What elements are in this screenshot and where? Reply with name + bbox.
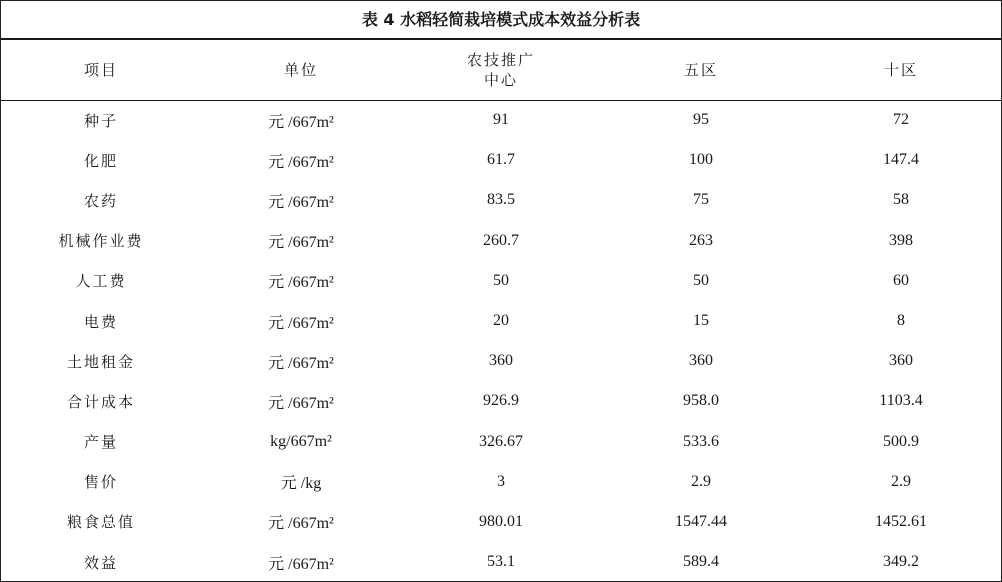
table-row [1, 381, 1001, 421]
header-row [1, 40, 1001, 100]
header-center-line1: 农技推广 [466, 51, 535, 69]
row-district10-value: 72 [893, 111, 909, 129]
row-district5-value: 589.4 [683, 553, 719, 571]
row-district10-value: 1103.4 [879, 392, 923, 410]
row-district10-value: 147.4 [883, 151, 919, 169]
row-center-value: 91 [493, 111, 509, 129]
row-unit-cell: 元 /667m² [268, 354, 334, 372]
table-row [1, 221, 1001, 261]
row-item-cell: 土地租金 [66, 352, 135, 371]
table-row [1, 462, 1001, 502]
row-district10-value: 360 [889, 352, 913, 370]
row-district5-value: 2.9 [691, 472, 711, 490]
header-unit: 单位 [283, 61, 318, 79]
table-row [1, 542, 1001, 582]
row-item-cell: 粮食总值 [66, 513, 135, 532]
row-unit-cell: 元 /667m² [268, 515, 334, 533]
row-district10-value: 2.9 [891, 472, 911, 490]
row-district10-value: 60 [893, 271, 909, 289]
row-item-cell: 产量 [83, 433, 118, 452]
row-center-value: 50 [493, 271, 509, 289]
row-district5-value: 958.0 [683, 392, 719, 410]
cost-benefit-table [1, 40, 1001, 582]
row-item-cell: 机械作业费 [58, 232, 144, 251]
row-center-value: 360 [489, 352, 513, 370]
row-district5-value: 75 [693, 191, 709, 209]
row-unit-cell: kg/667m² [270, 432, 332, 450]
row-center-value: 260.7 [483, 231, 519, 249]
table-row [1, 301, 1001, 341]
row-district10-value: 500.9 [883, 432, 919, 450]
table-row [1, 140, 1001, 180]
row-unit-cell: 元 /667m² [268, 193, 334, 211]
table-row [1, 502, 1001, 542]
row-unit-cell: 元 /667m² [268, 153, 334, 171]
row-district10-value: 58 [893, 191, 909, 209]
row-item-cell: 人工费 [75, 272, 127, 291]
row-center-value: 53.1 [487, 553, 515, 571]
row-unit-cell: 元 /667m² [268, 274, 334, 292]
row-district5-value: 360 [689, 352, 713, 370]
row-item-cell: 合计成本 [66, 392, 135, 411]
row-center-value: 980.01 [479, 512, 523, 530]
row-center-value: 326.67 [479, 432, 523, 450]
header-center [401, 40, 601, 100]
row-center-value: 83.5 [487, 191, 515, 209]
row-district5-value: 263 [689, 231, 713, 249]
row-unit-cell: 元 /667m² [268, 394, 334, 412]
row-district10-value: 349.2 [883, 553, 919, 571]
row-center-value: 3 [497, 472, 505, 490]
row-unit-cell: 元 /667m² [268, 113, 334, 131]
row-district5-value: 50 [693, 271, 709, 289]
row-unit-cell: 元 /667m² [268, 314, 334, 332]
row-district10-value: 1452.61 [875, 512, 927, 530]
row-item-cell: 农药 [83, 191, 118, 210]
row-district5-value: 533.6 [683, 432, 719, 450]
row-unit-cell: 元 /667m² [268, 234, 334, 252]
table-row [1, 180, 1001, 220]
header-center-line2: 中心 [483, 71, 518, 89]
table-caption: 表 4 水稻轻简栽培模式成本效益分析表 [361, 10, 641, 29]
table-row [1, 341, 1001, 381]
table-body [1, 100, 1001, 582]
row-item-cell: 效益 [83, 553, 118, 572]
row-item-cell: 售价 [83, 473, 118, 492]
row-unit-cell: 元 /kg [280, 475, 322, 493]
row-center-value: 20 [493, 312, 509, 330]
row-district10-value: 398 [889, 231, 913, 249]
header-district10: 十区 [883, 61, 918, 79]
row-item-cell: 化肥 [83, 151, 118, 170]
row-district10-value: 8 [897, 312, 905, 330]
header-district5: 五区 [683, 61, 718, 79]
header-item: 项目 [83, 61, 118, 79]
row-district5-value: 95 [693, 111, 709, 129]
table-row [1, 261, 1001, 301]
row-district5-value: 1547.44 [675, 512, 727, 530]
row-district5-value: 15 [693, 312, 709, 330]
row-center-value: 61.7 [487, 151, 515, 169]
row-item-cell: 电费 [83, 312, 118, 331]
row-center-value: 926.9 [483, 392, 519, 410]
table-row [1, 422, 1001, 462]
row-district5-value: 100 [689, 151, 713, 169]
row-item-cell: 种子 [83, 111, 118, 130]
table-row [1, 100, 1001, 140]
row-unit-cell: 元 /667m² [268, 555, 334, 573]
